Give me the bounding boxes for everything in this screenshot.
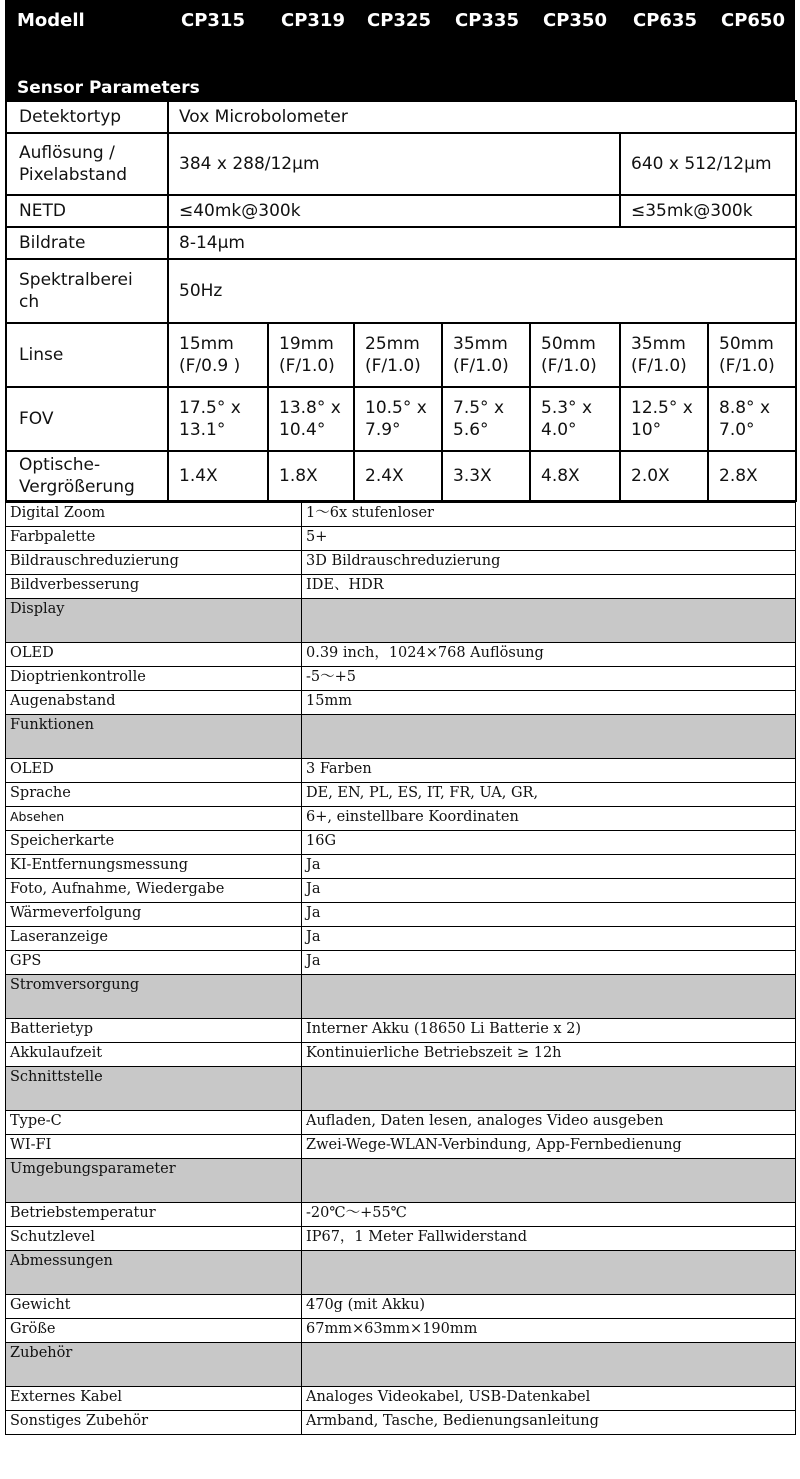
linse-cp650: 50mm (F/1.0) — [708, 323, 796, 387]
spektral-label — [6, 259, 168, 323]
spektral-value: 50Hz — [168, 259, 796, 323]
spec-row — [6, 879, 796, 903]
spec-row — [6, 759, 796, 783]
section-title: Zubehör — [6, 1343, 302, 1387]
spec-row — [6, 1295, 796, 1319]
spec-row — [6, 855, 796, 879]
spec-value: DE, EN, PL, ES, IT, FR, UA, GR, — [302, 783, 796, 807]
spec-value: 67mm×63mm×190mm — [302, 1319, 796, 1343]
optik-cp350: 4.8X — [530, 451, 620, 501]
fov-cp635: 12.5° x 10° — [620, 387, 708, 451]
spec-label: Externes Kabel — [6, 1387, 302, 1411]
section-fill — [302, 1343, 796, 1387]
spec-value: -20℃～+55℃ — [302, 1203, 796, 1227]
optik-cp335: 3.3X — [442, 451, 530, 501]
section-header — [6, 1251, 796, 1295]
spec-row — [6, 503, 796, 527]
spec-value: Ja — [302, 903, 796, 927]
row-spektral — [6, 259, 796, 323]
spec-label: Wärmeverfolgung — [6, 903, 302, 927]
section-title: Display — [6, 599, 302, 643]
spec-label: Größe — [6, 1319, 302, 1343]
spec-row — [6, 691, 796, 715]
section-title: Funktionen — [6, 715, 302, 759]
row-netd — [6, 195, 796, 227]
row-aufloesung — [6, 133, 796, 195]
linse-cp350: 50mm (F/1.0) — [530, 323, 620, 387]
aufloesung-label — [6, 133, 168, 195]
spec-value: 5+ — [302, 527, 796, 551]
linse-cp319: 19mm (F/1.0) — [268, 323, 354, 387]
spec-row — [6, 927, 796, 951]
spec-value: Kontinuierliche Betriebszeit ≥ 12h — [302, 1043, 796, 1067]
model-cp650: CP650 — [721, 10, 785, 31]
netd-value-b: ≤35mk@300k — [620, 195, 796, 227]
spec-row — [6, 903, 796, 927]
spec-label: Betriebstemperatur — [6, 1203, 302, 1227]
section-fill — [302, 1159, 796, 1203]
section-fill — [302, 1067, 796, 1111]
spektral-label-line1: Spektralberei — [19, 270, 133, 290]
fov-cp335: 7.5° x 5.6° — [442, 387, 530, 451]
spec-row — [6, 1319, 796, 1343]
section-fill — [302, 715, 796, 759]
optik-label — [6, 451, 168, 501]
section-title: Umgebungsparameter — [6, 1159, 302, 1203]
fov-cp650: 8.8° x 7.0° — [708, 387, 796, 451]
linse-cp335: 35mm (F/1.0) — [442, 323, 530, 387]
section-fill — [302, 599, 796, 643]
netd-label: NETD — [6, 195, 168, 227]
model-cp319: CP319 — [281, 10, 345, 31]
modell-label: Modell — [17, 10, 85, 31]
spec-label: WI-FI — [6, 1135, 302, 1159]
section-header — [6, 1067, 796, 1111]
optik-cp315: 1.4X — [168, 451, 268, 501]
optik-cp325: 2.4X — [354, 451, 442, 501]
spec-row — [6, 951, 796, 975]
optik-label-line2: Vergrößerung — [19, 477, 135, 497]
spec-value: Analoges Videokabel, USB-Datenkabel — [302, 1387, 796, 1411]
row-fov — [6, 387, 796, 451]
aufloesung-value-b: 640 x 512/12μm — [620, 133, 796, 195]
spec-label: Schutzlevel — [6, 1227, 302, 1251]
spec-value: -5～+5 — [302, 667, 796, 691]
linse-cp325: 25mm (F/1.0) — [354, 323, 442, 387]
spec-row — [6, 1387, 796, 1411]
spec-row — [6, 527, 796, 551]
fov-cp319: 13.8° x 10.4° — [268, 387, 354, 451]
section-fill — [302, 1251, 796, 1295]
spec-label: Sprache — [6, 783, 302, 807]
spec-table — [5, 502, 796, 1435]
spec-value: Interner Akku (18650 Li Batterie x 2) — [302, 1019, 796, 1043]
spec-value: 15mm — [302, 691, 796, 715]
spec-label: OLED — [6, 643, 302, 667]
spec-label: Digital Zoom — [6, 503, 302, 527]
sensor-section-title: Sensor Parameters — [17, 78, 200, 98]
section-title: Abmessungen — [6, 1251, 302, 1295]
model-header — [5, 0, 795, 100]
linse-label: Linse — [6, 323, 168, 387]
aufloesung-value-a: 384 x 288/12μm — [168, 133, 620, 195]
model-cp325: CP325 — [367, 10, 431, 31]
fov-label: FOV — [6, 387, 168, 451]
spec-label: Type-C — [6, 1111, 302, 1135]
spec-value: IP67，1 Meter Fallwiderstand — [302, 1227, 796, 1251]
spec-row — [6, 667, 796, 691]
spec-row — [6, 1043, 796, 1067]
optik-cp635: 2.0X — [620, 451, 708, 501]
spec-value: 0.39 inch，1024×768 Auflösung — [302, 643, 796, 667]
section-fill — [302, 975, 796, 1019]
spec-row — [6, 1135, 796, 1159]
spec-row — [6, 551, 796, 575]
spec-row — [6, 1111, 796, 1135]
fov-cp350: 5.3° x 4.0° — [530, 387, 620, 451]
row-optik — [6, 451, 796, 501]
section-title: Schnittstelle — [6, 1067, 302, 1111]
spektral-label-line2: ch — [19, 292, 40, 312]
section-header — [6, 1343, 796, 1387]
optik-label-line1: Optische- — [19, 455, 101, 475]
spec-label-text: Absehen — [10, 809, 65, 824]
netd-value-a: ≤40mk@300k — [168, 195, 620, 227]
model-cp315: CP315 — [181, 10, 245, 31]
spec-value: 1～6x stufenloser — [302, 503, 796, 527]
spec-row — [6, 1019, 796, 1043]
spec-value: Aufladen, Daten lesen, analoges Video ausgeben — [302, 1111, 796, 1135]
spec-row — [6, 1411, 796, 1435]
spec-row — [6, 643, 796, 667]
spec-value: Zwei-Wege-WLAN-Verbindung, App-Fernbedienung — [302, 1135, 796, 1159]
spec-value: 470g (mit Akku) — [302, 1295, 796, 1319]
spec-row — [6, 1203, 796, 1227]
spec-sheet — [5, 0, 795, 1435]
spec-label: Speicherkarte — [6, 831, 302, 855]
row-detektortyp — [6, 101, 796, 133]
aufloesung-label-line1: Auflösung / — [19, 143, 115, 163]
detektortyp-label: Detektortyp — [6, 101, 168, 133]
spec-value: IDE、HDR — [302, 575, 796, 599]
section-header — [6, 975, 796, 1019]
spec-label: GPS — [6, 951, 302, 975]
spec-value: 3D Bildrauschreduzierung — [302, 551, 796, 575]
spec-label: Batterietyp — [6, 1019, 302, 1043]
model-cp335: CP335 — [455, 10, 519, 31]
section-header — [6, 715, 796, 759]
section-header — [6, 599, 796, 643]
spec-label — [6, 807, 302, 831]
spec-label: Gewicht — [6, 1295, 302, 1319]
spec-value: Ja — [302, 855, 796, 879]
detektortyp-value: Vox Microbolometer — [168, 101, 796, 133]
spec-value: Ja — [302, 879, 796, 903]
spec-value: Ja — [302, 927, 796, 951]
optik-cp319: 1.8X — [268, 451, 354, 501]
spec-label: Laseranzeige — [6, 927, 302, 951]
spec-value: Armband, Tasche, Bedienungsanleitung — [302, 1411, 796, 1435]
row-linse — [6, 323, 796, 387]
spec-row — [6, 831, 796, 855]
spec-label: Bildverbesserung — [6, 575, 302, 599]
spec-value: Ja — [302, 951, 796, 975]
optik-cp650: 2.8X — [708, 451, 796, 501]
spec-value: 3 Farben — [302, 759, 796, 783]
row-bildrate — [6, 227, 796, 259]
model-cp635: CP635 — [633, 10, 697, 31]
spec-label: Sonstiges Zubehör — [6, 1411, 302, 1435]
spec-row — [6, 783, 796, 807]
linse-cp635: 35mm (F/1.0) — [620, 323, 708, 387]
aufloesung-label-line2: Pixelabstand — [19, 165, 128, 185]
spec-label: OLED — [6, 759, 302, 783]
spec-label: Foto, Aufnahme, Wiedergabe — [6, 879, 302, 903]
spec-row — [6, 807, 796, 831]
fov-cp325: 10.5° x 7.9° — [354, 387, 442, 451]
spec-value: 16G — [302, 831, 796, 855]
spec-label: Bildrauschreduzierung — [6, 551, 302, 575]
section-title: Stromversorgung — [6, 975, 302, 1019]
sensor-table — [5, 100, 797, 502]
spec-label: KI-Entfernungsmessung — [6, 855, 302, 879]
fov-cp315: 17.5° x 13.1° — [168, 387, 268, 451]
section-header — [6, 1159, 796, 1203]
bildrate-label: Bildrate — [6, 227, 168, 259]
bildrate-value: 8-14μm — [168, 227, 796, 259]
spec-row — [6, 575, 796, 599]
linse-cp315: 15mm (F/0.9 ) — [168, 323, 268, 387]
spec-label: Augenabstand — [6, 691, 302, 715]
model-cp350: CP350 — [543, 10, 607, 31]
spec-row — [6, 1227, 796, 1251]
spec-label: Farbpalette — [6, 527, 302, 551]
spec-label: Dioptrienkontrolle — [6, 667, 302, 691]
spec-value: 6+, einstellbare Koordinaten — [302, 807, 796, 831]
spec-label: Akkulaufzeit — [6, 1043, 302, 1067]
